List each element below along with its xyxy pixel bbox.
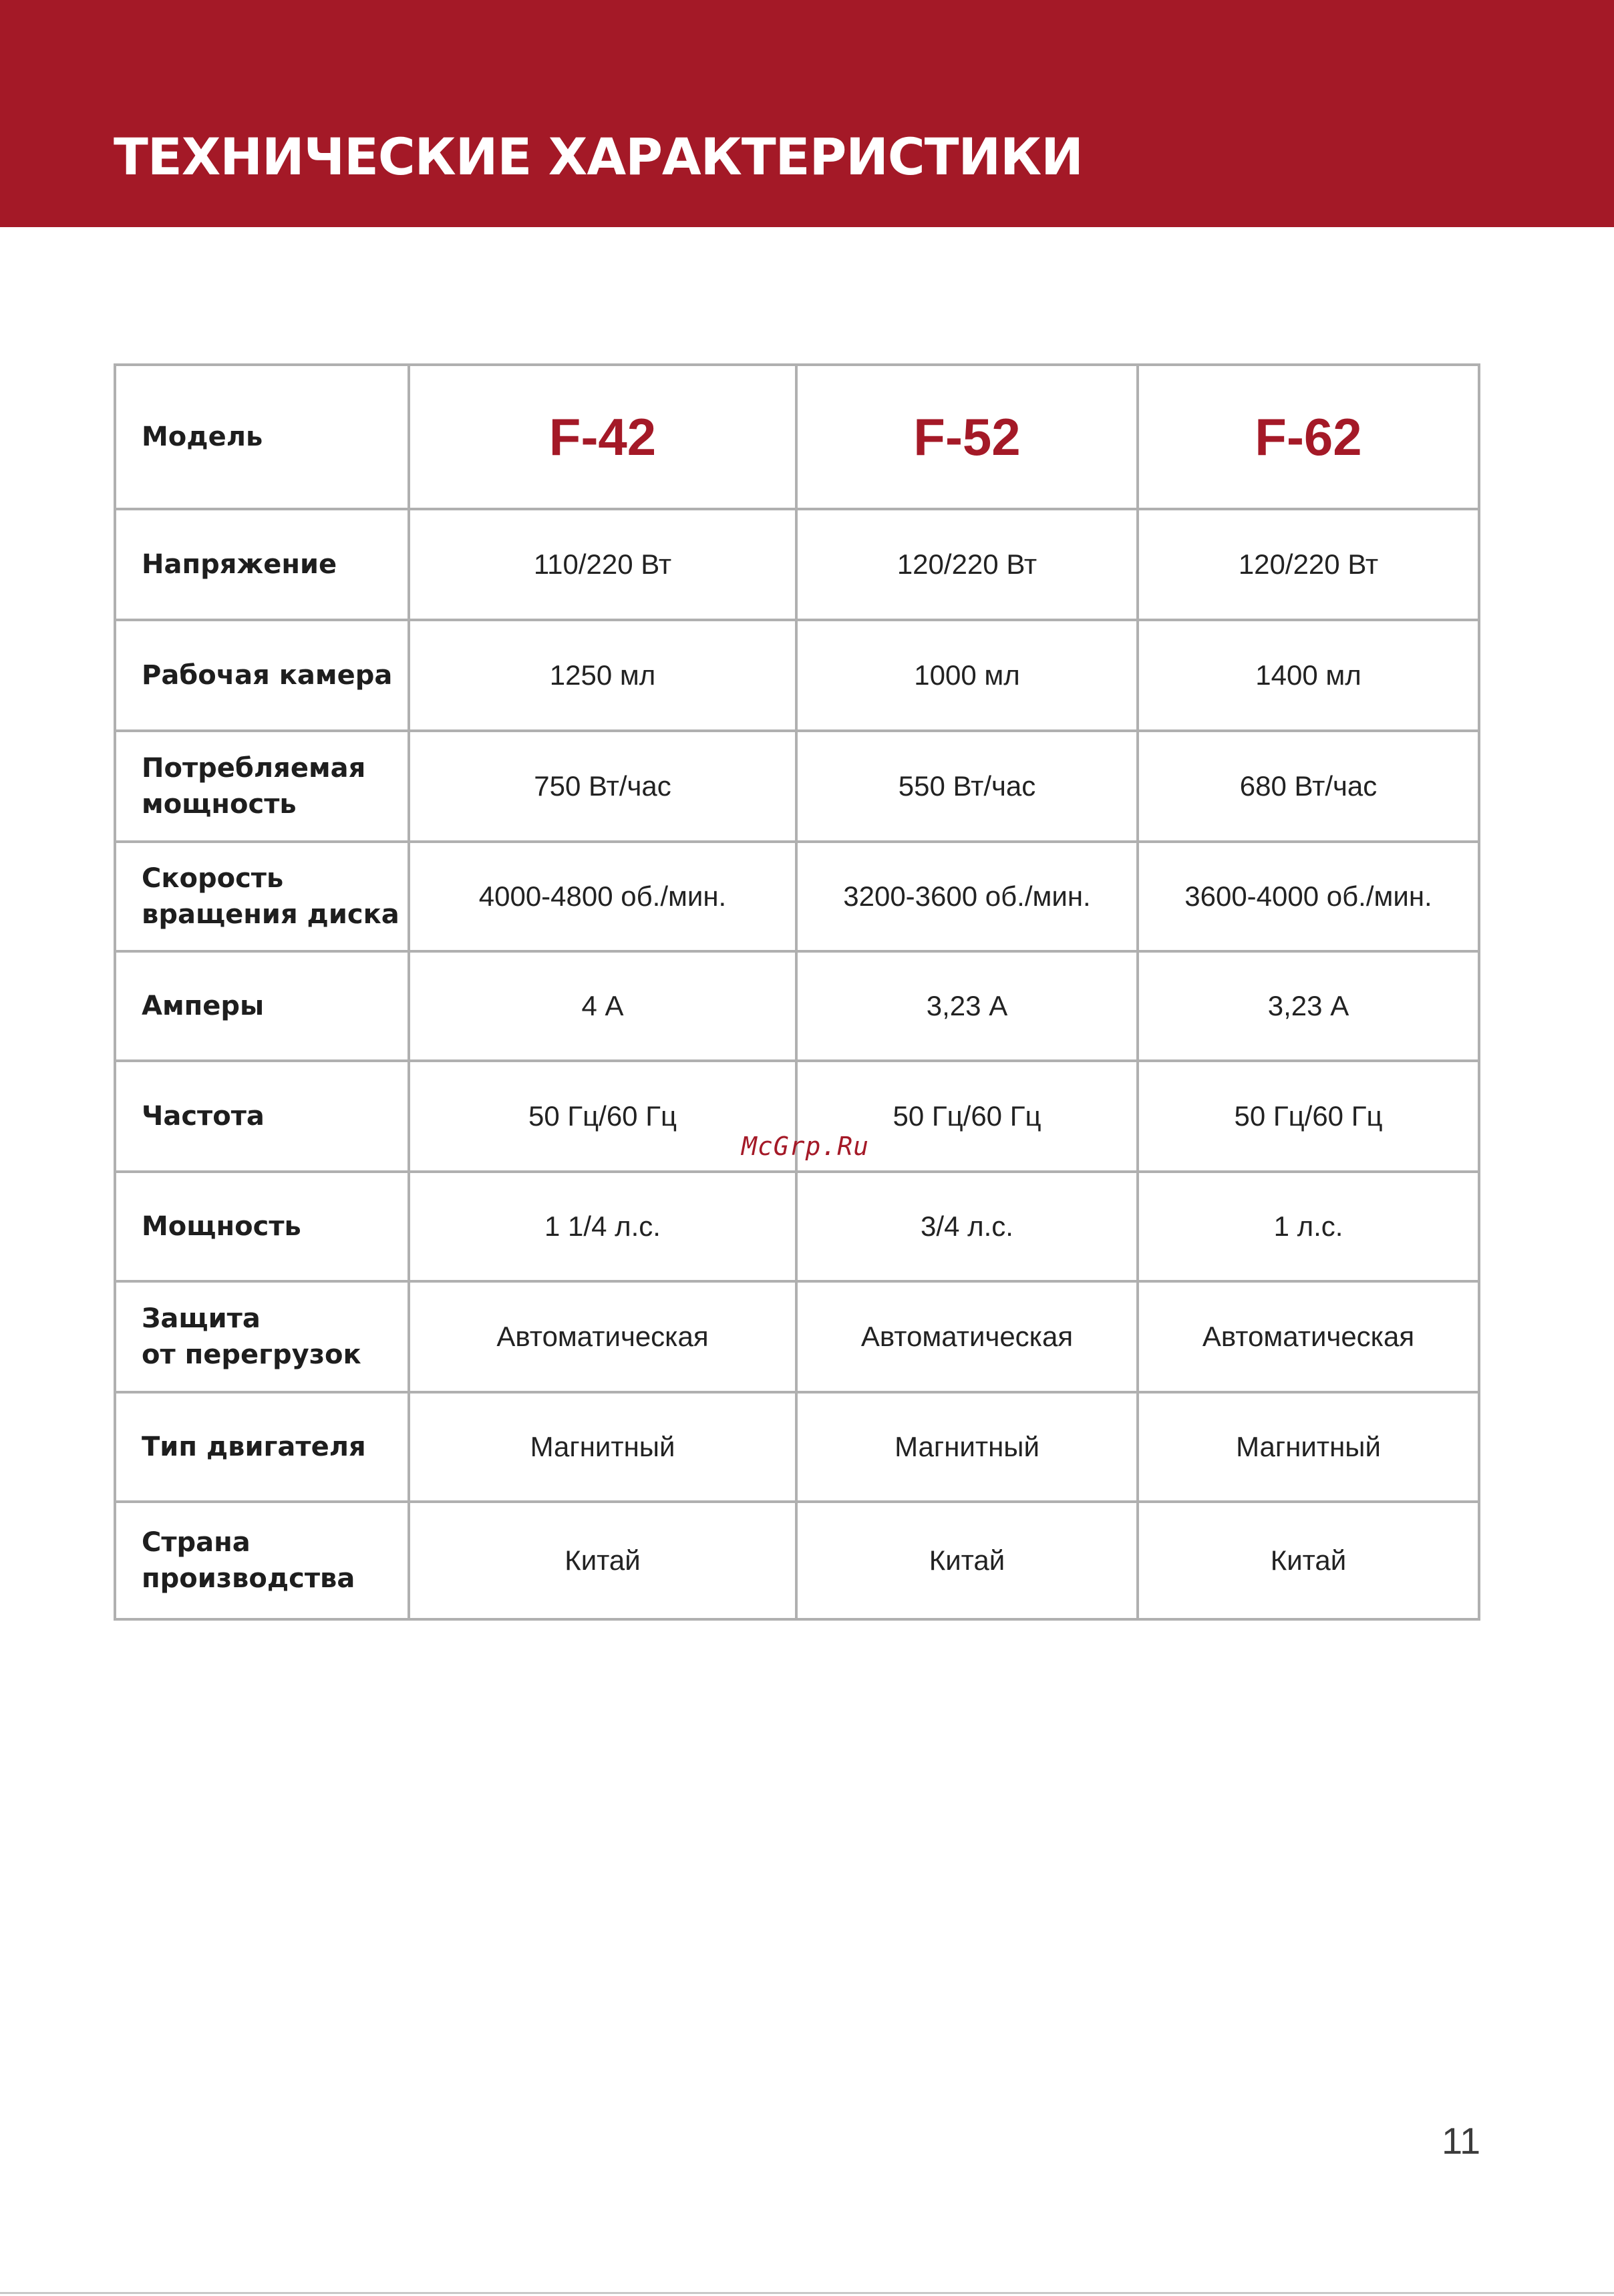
- table-cell: 120/220 Вт: [1138, 509, 1479, 620]
- table-cell: 550 Вт/час: [796, 731, 1138, 842]
- table-cell: 50 Гц/60 Гц: [796, 1061, 1138, 1172]
- spec-table: [114, 363, 1480, 1621]
- table-cell: Автоматическая: [409, 1281, 796, 1392]
- table-cell: 3600-4000 об./мин.: [1138, 842, 1479, 951]
- model-name-f42: F-42: [409, 365, 796, 509]
- table-row: [115, 509, 1479, 620]
- table-row: [115, 951, 1479, 1061]
- table-cell: 120/220 Вт: [796, 509, 1138, 620]
- row-label: Скорость вращения диска: [115, 842, 409, 951]
- table-cell: 50 Гц/60 Гц: [409, 1061, 796, 1172]
- table-cell: Автоматическая: [796, 1281, 1138, 1392]
- table-cell: 1 1/4 л.с.: [409, 1172, 796, 1281]
- table-cell: 1250 мл: [409, 620, 796, 731]
- table-cell: 110/220 Вт: [409, 509, 796, 620]
- table-cell: Автоматическая: [1138, 1281, 1479, 1392]
- row-label: Амперы: [115, 951, 409, 1061]
- table-cell: 680 Вт/час: [1138, 731, 1479, 842]
- table-cell: 50 Гц/60 Гц: [1138, 1061, 1479, 1172]
- row-label: Защита от перегрузок: [115, 1281, 409, 1392]
- table-row: [115, 1172, 1479, 1281]
- table-cell: 3200-3600 об./мин.: [796, 842, 1138, 951]
- table-row: [115, 1392, 1479, 1502]
- row-label-model: Модель: [115, 365, 409, 509]
- row-label: Рабочая камера: [115, 620, 409, 731]
- row-label: Напряжение: [115, 509, 409, 620]
- table-cell: 3,23 А: [1138, 951, 1479, 1061]
- row-label: Страна производства: [115, 1502, 409, 1619]
- table-cell: 3,23 А: [796, 951, 1138, 1061]
- table-cell: Магнитный: [1138, 1392, 1479, 1502]
- table-cell: Магнитный: [796, 1392, 1138, 1502]
- table-cell: Китай: [1138, 1502, 1479, 1619]
- table-cell: 1 л.с.: [1138, 1172, 1479, 1281]
- table-cell: 4000-4800 об./мин.: [409, 842, 796, 951]
- table-row-model: [115, 365, 1479, 509]
- bottom-rule: [0, 2292, 1614, 2294]
- table-cell: 1000 мл: [796, 620, 1138, 731]
- row-label: Мощность: [115, 1172, 409, 1281]
- table-row: [115, 1281, 1479, 1392]
- table-cell: Магнитный: [409, 1392, 796, 1502]
- table-cell: Китай: [409, 1502, 796, 1619]
- table-cell: 750 Вт/час: [409, 731, 796, 842]
- table-row: [115, 842, 1479, 951]
- page-title: ТЕХНИЧЕСКИЕ ХАРАКТЕРИСТИКИ: [114, 127, 1083, 186]
- row-label: Потребляемая мощность: [115, 731, 409, 842]
- table-row: [115, 731, 1479, 842]
- page-number: 11: [1442, 2120, 1481, 2162]
- model-name-f52: F-52: [796, 365, 1138, 509]
- model-name-f62: F-62: [1138, 365, 1479, 509]
- table-cell: 3/4 л.с.: [796, 1172, 1138, 1281]
- row-label: Частота: [115, 1061, 409, 1172]
- table-cell: 1400 мл: [1138, 620, 1479, 731]
- table-cell: 4 А: [409, 951, 796, 1061]
- table-cell: Китай: [796, 1502, 1138, 1619]
- header-band: [0, 0, 1614, 227]
- table-row: [115, 620, 1479, 731]
- table-row: [115, 1502, 1479, 1619]
- row-label: Тип двигателя: [115, 1392, 409, 1502]
- watermark: McGrp.Ru: [742, 1132, 870, 1161]
